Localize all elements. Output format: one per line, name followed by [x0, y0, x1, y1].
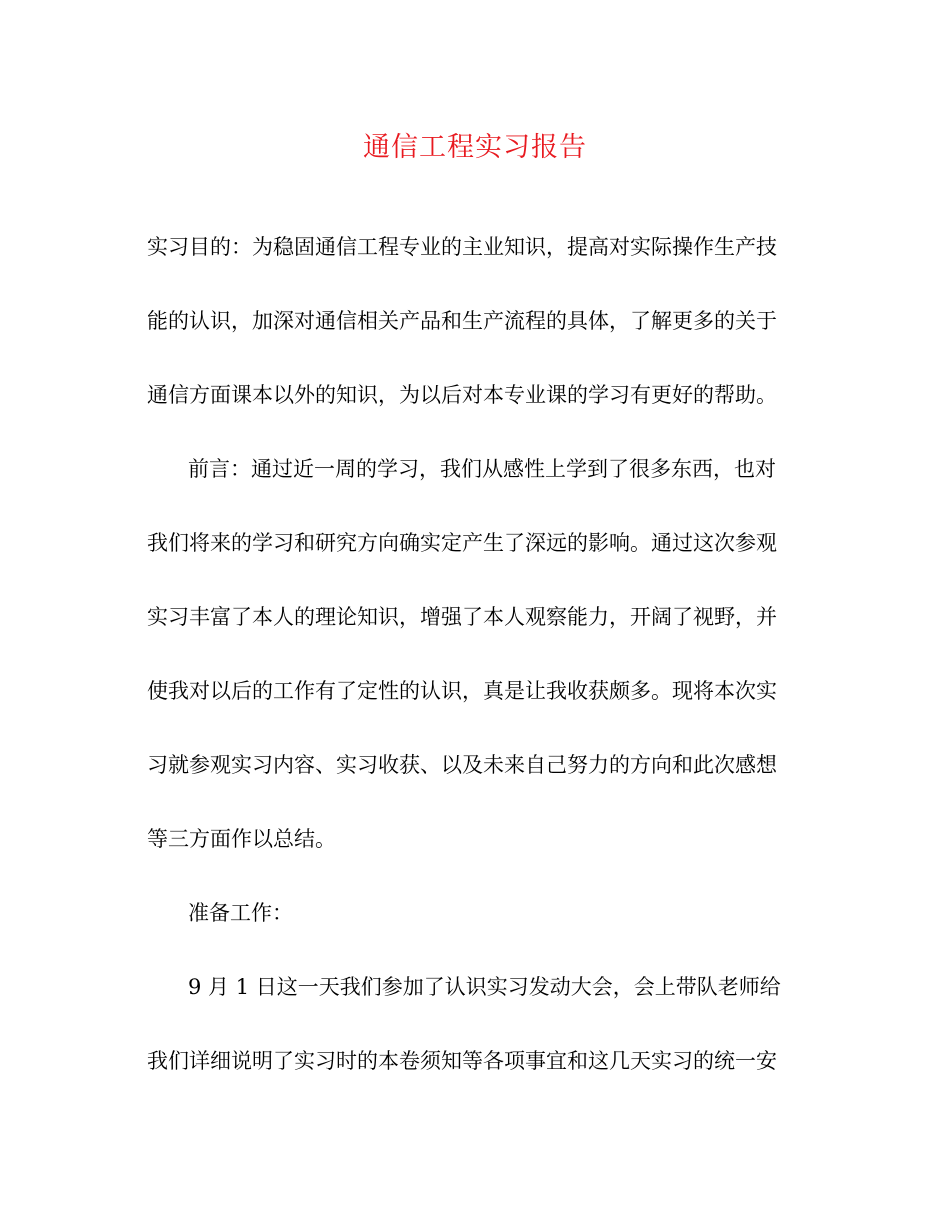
- paragraph-line: 实习目的：为稳固通信工程专业的主业知识，提高对实际操作生产技: [147, 235, 777, 259]
- paragraph-line: 我们详细说明了实习时的本卷须知等各项事宜和这几天实习的统一安: [147, 1049, 777, 1073]
- paragraph-line: 通信方面课本以外的知识，为以后对本专业课的学习有更好的帮助。: [147, 383, 777, 407]
- paragraph-line: 9 月 1 日这一天我们参加了认识实习发动大会，会上带队老师给: [188, 975, 781, 999]
- paragraph-line: 等三方面作以总结。: [147, 827, 336, 851]
- section-heading: 准备工作：: [188, 901, 293, 925]
- paragraph-line: 能的认识，加深对通信相关产品和生产流程的具体，了解更多的关于: [147, 309, 777, 333]
- paragraph-line: 实习丰富了本人的理论知识，增强了本人观察能力，开阔了视野，并: [147, 605, 777, 629]
- paragraph-line: 习就参观实习内容、实习收获、以及未来自己努力的方向和此次感想: [147, 753, 777, 777]
- paragraph-line: 前言：通过近一周的学习，我们从感性上学到了很多东西，也对: [188, 457, 776, 481]
- document-title: 通信工程实习报告: [363, 132, 587, 163]
- paragraph-line: 我们将来的学习和研究方向确实定产生了深远的影响。通过这次参观: [147, 531, 777, 555]
- paragraph-line: 使我对以后的工作有了定性的认识，真是让我收获颇多。现将本次实: [147, 679, 777, 703]
